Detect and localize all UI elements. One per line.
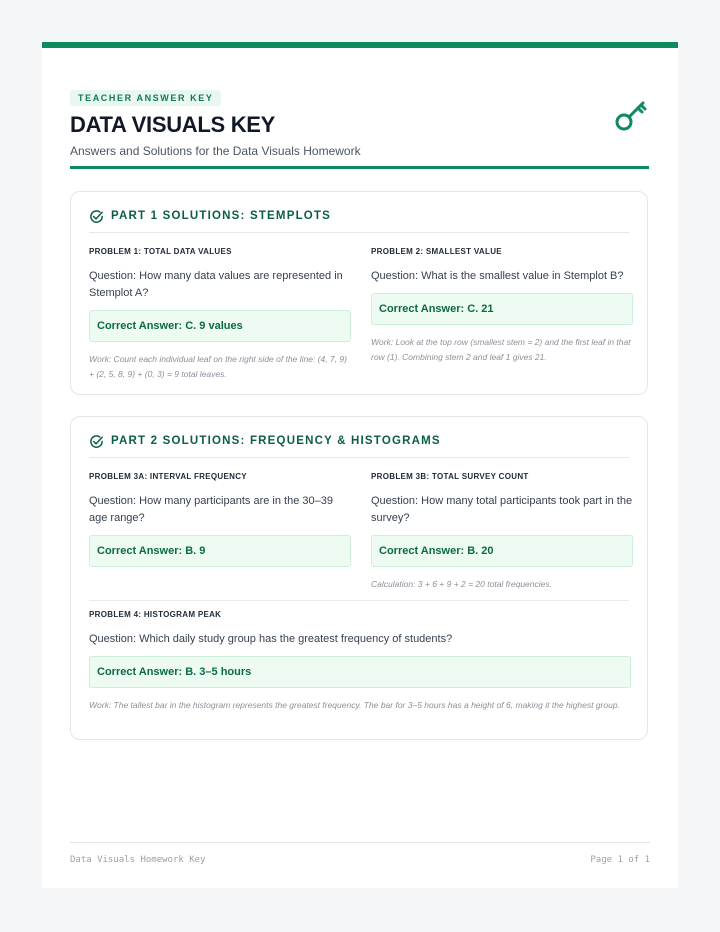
answer-key-sheet	[42, 42, 678, 888]
footer-divider	[70, 842, 650, 843]
work-note: Calculation: 3 + 6 + 9 + 2 = 20 total frequencies.	[371, 579, 552, 589]
correct-answer: Correct Answer: B. 9	[89, 535, 351, 567]
work-note: Work: Count each individual leaf on the right side of the line: (4, 7, 9) + (2, 5, 8, 9) + (0, 3) = 9 total leaves.	[89, 354, 347, 379]
problem-question: Question: What is the smallest value in Stemplot B?	[371, 270, 624, 282]
problem-question: Question: Which daily study group has the greatest frequency of students?	[89, 633, 453, 645]
part1-card	[70, 191, 648, 395]
footer-page-number: Page 1 of 1	[590, 855, 650, 865]
problem-question: Question: How many data values are represented in Stemplot A?	[89, 270, 343, 299]
header-divider	[70, 166, 649, 169]
teacher-badge: TEACHER ANSWER KEY	[70, 90, 221, 106]
problem-label: PROBLEM 3B: TOTAL SURVEY COUNT	[371, 472, 529, 481]
problem-1	[89, 247, 351, 381]
footer-doc-title: Data Visuals Homework Key	[70, 855, 206, 865]
correct-answer: Correct Answer: B. 3–5 hours	[89, 656, 631, 688]
problem-label: PROBLEM 2: SMALLEST VALUE	[371, 247, 502, 256]
problem-label: PROBLEM 3A: INTERVAL FREQUENCY	[89, 472, 247, 481]
part2-title: PART 2 SOLUTIONS: FREQUENCY & HISTOGRAMS	[111, 435, 441, 447]
correct-answer: Correct Answer: C. 21	[371, 293, 633, 325]
check-circle-icon	[89, 209, 104, 224]
problem-3b	[371, 472, 633, 592]
part2-header	[89, 433, 629, 458]
problem-3a	[89, 472, 351, 567]
page-title: DATA VISUALS KEY	[70, 112, 276, 137]
part1-header	[89, 208, 629, 233]
part1-title: PART 1 SOLUTIONS: STEMPLOTS	[111, 210, 332, 222]
header	[70, 88, 650, 158]
part2-card	[70, 416, 648, 740]
key-icon	[614, 98, 650, 134]
page-subtitle: Answers and Solutions for the Data Visuals Homework	[70, 144, 361, 158]
problem-4	[89, 610, 631, 713]
problem-question: Question: How many participants are in the 30–39 age range?	[89, 495, 333, 524]
problem-divider	[89, 600, 629, 601]
problem-label: PROBLEM 4: HISTOGRAM PEAK	[89, 610, 222, 619]
correct-answer: Correct Answer: B. 20	[371, 535, 633, 567]
problem-label: PROBLEM 1: TOTAL DATA VALUES	[89, 247, 232, 256]
problem-question: Question: How many total participants took part in the survey?	[371, 495, 633, 524]
problem-2	[371, 247, 633, 364]
correct-answer: Correct Answer: C. 9 values	[89, 310, 351, 342]
check-circle-icon	[89, 434, 104, 449]
work-note: Work: Look at the top row (smallest stem = 2) and the first leaf in that row (1). Combining stem 2 and leaf 1 gives 21.	[371, 337, 631, 362]
work-note: Work: The tallest bar in the histogram represents the greatest frequency. The bar for 3–5 hours has a height of 6, making it the highest group.	[89, 700, 620, 710]
